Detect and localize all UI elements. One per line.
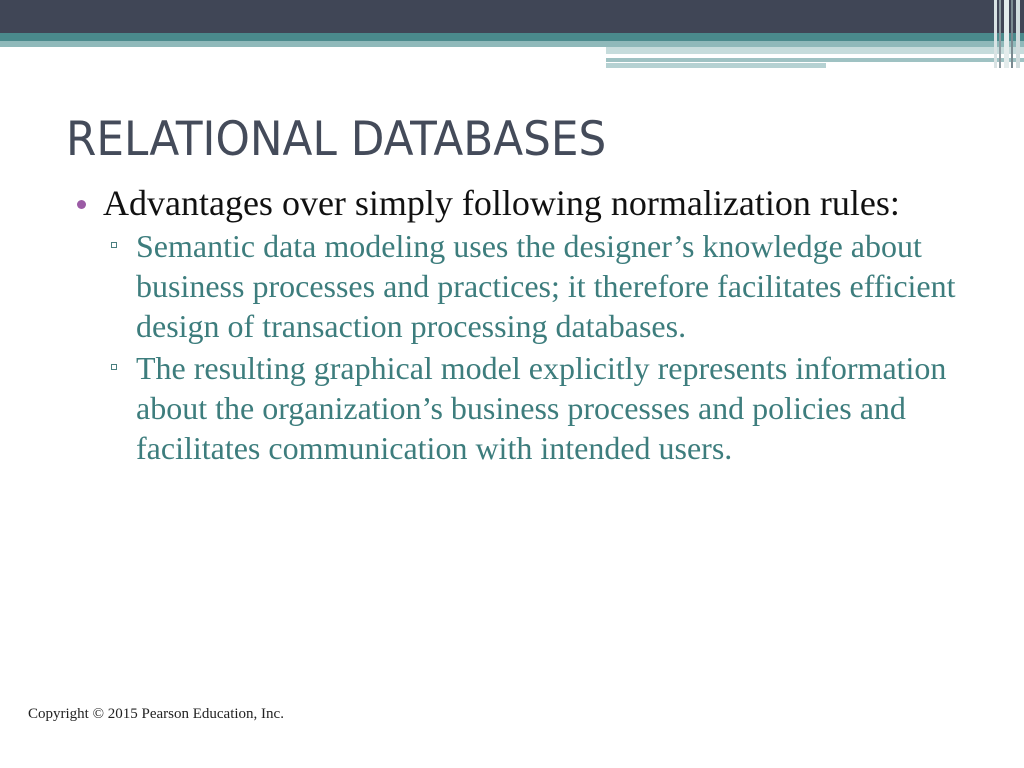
header-band-right-light — [606, 47, 1024, 54]
bullet-item — [73, 184, 973, 223]
header-band-dark — [0, 0, 1024, 33]
subbullet-text: Semantic data modeling uses the designer’s knowledge about business processes and practices; it therefore facilitates efficient design of transaction processing databases. — [136, 228, 956, 344]
edge-stripe — [1004, 0, 1009, 68]
header-band-teal — [0, 33, 1024, 41]
square-bullet-icon — [111, 242, 117, 248]
subbullet-item — [73, 348, 973, 468]
subbullet-text: The resulting graphical model explicitly represents information about the organization’s business processes and policies and facilitates communication with intended users. — [136, 350, 947, 466]
copyright-footer: Copyright © 2015 Pearson Education, Inc. — [28, 706, 284, 722]
edge-stripe — [994, 0, 997, 68]
edge-stripe — [999, 0, 1001, 68]
subbullet-item — [73, 226, 973, 346]
slide-body — [73, 184, 973, 468]
edge-stripe — [1016, 0, 1020, 68]
header-band-white-line — [720, 55, 950, 57]
square-bullet-icon — [111, 364, 117, 370]
header-band-right-short — [606, 63, 826, 68]
slide-title: RELATIONAL DATABASES — [66, 112, 607, 167]
bullet-text: Advantages over simply following normalization rules: — [103, 183, 900, 223]
header-band-right-mid — [606, 58, 1024, 62]
edge-stripe — [1011, 0, 1013, 68]
bullet-dot-icon — [77, 200, 86, 209]
